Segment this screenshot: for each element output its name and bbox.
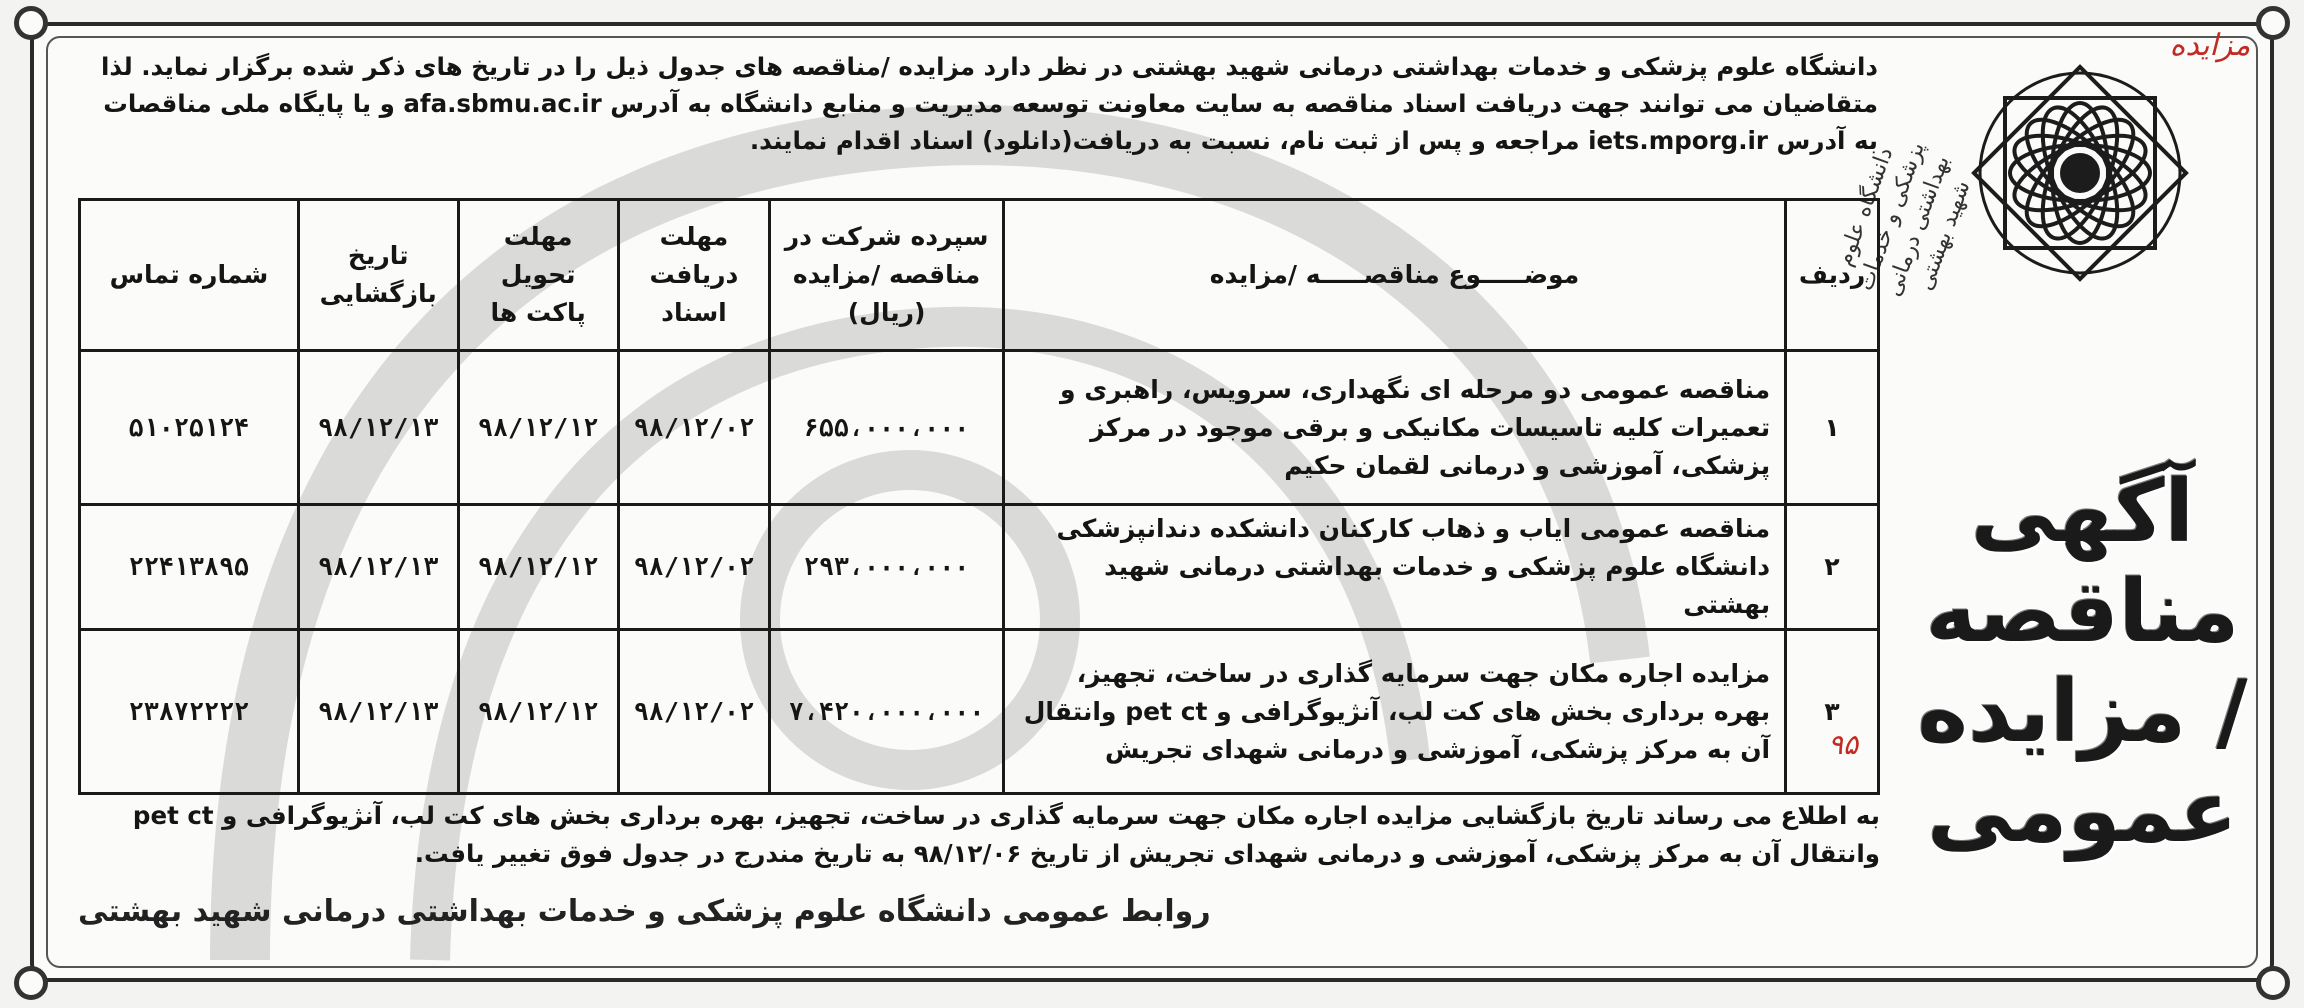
cell-deposit: ۶۵۵،۰۰۰،۰۰۰ — [770, 351, 1004, 505]
corner-ornament-top-left — [14, 6, 48, 40]
cell-subject: مزایده اجاره مکان جهت سرمایه گذاری در ساخت، تجهیز، بهره برداری بخش های کت لب، آنژیوگرافی و pet ct وانتقال آن به مرکز پزشکی، آموزشی و درمانی شهدای تجریش — [1003, 630, 1785, 794]
cell-delivery-deadline: ۹۸/۱۲/۱۲ — [458, 505, 618, 630]
cell-delivery-deadline: ۹۸/۱۲/۱۲ — [458, 351, 618, 505]
header-row-no: ردیف — [1786, 200, 1879, 351]
side-title-line-1: آگهی — [1970, 462, 2195, 562]
cell-row-no: ۱ — [1786, 351, 1879, 505]
header-deposit: سپرده شرکت در مناقصه /مزایده (ریال) — [770, 200, 1004, 351]
cell-row-no: ۲ — [1786, 505, 1879, 630]
header-delivery-deadline: مهلت تحویل پاکت ها — [458, 200, 618, 351]
footnote-paragraph: به اطلاع می رساند تاریخ بازگشایی مزایده اجاره مکان جهت سرمایه گذاری در ساخت، تجهیز، بهره برداری بخش های کت لب، آنژیوگرافی و pet ct وانتقال آن به مرکز پزشکی، آموزشی و درمانی شهدای تجریش از تاریخ ۹۸/۱۲/۰۶ به تاریخ مندرج در جدول فوق تغییر یافت. — [132, 801, 1880, 868]
corner-ornament-bottom-left — [14, 966, 48, 1000]
intro-paragraph: دانشگاه علوم پزشکی و خدمات بهداشتی درمانی شهید بهشتی در نظر دارد مزایده /مناقصه های جدول ذیل را در تاریخ های ذکر شده برگزار نماید. لذا متقاضیان می توانند جهت دریافت اسناد مناقصه به سایت معاونت توسعه مدیریت و منابع دانشگاه به آدرس afa.sbmu.ac.ir و یا پایگاه ملی مناقصات به آدرس iets.mporg.ir مراجعه و پس از ثبت نام، نسبت به دریافت(دانلود) اسناد اقدام نمایند. — [100, 52, 1878, 155]
cell-deposit: ۲۹۳،۰۰۰،۰۰۰ — [770, 505, 1004, 630]
cell-opening-date: ۹۸/۱۲/۱۳ — [298, 630, 458, 794]
tenders-table — [78, 198, 1880, 795]
cell-row-no: ۳ — [1786, 630, 1879, 794]
side-title-line-4: عمومی — [1927, 762, 2238, 862]
header-subject: موضـــــوع مناقصـــــه /مزایده — [1003, 200, 1785, 351]
table-row — [80, 630, 1879, 794]
handwritten-label: مزایده — [2169, 28, 2251, 63]
header-opening-date: تاریخ بازگشایی — [298, 200, 458, 351]
side-title — [1915, 462, 2250, 862]
corner-ornament-bottom-right — [2256, 966, 2290, 1000]
cell-phone: ۲۲۴۱۳۸۹۵ — [80, 505, 299, 630]
cell-opening-date: ۹۸/۱۲/۱۳ — [298, 505, 458, 630]
side-title-line-3: / مزایده — [1917, 662, 2248, 762]
cell-subject: مناقصه عمومی ایاب و ذهاب کارکنان دانشکده دندانپزشکی دانشگاه علوم پزشکی و خدمات بهداشتی درمانی شهید بهشتی — [1003, 505, 1785, 630]
cell-phone: ۲۳۸۷۲۲۲۲ — [80, 630, 299, 794]
table-header-row — [80, 200, 1879, 351]
cell-doc-deadline: ۹۸/۱۲/۰۲ — [618, 505, 770, 630]
handwritten-mark: ۹۵ — [1828, 728, 1859, 761]
cell-phone: ۵۱۰۲۵۱۲۴ — [80, 351, 299, 505]
side-title-line-2: مناقصه — [1925, 562, 2240, 662]
cell-delivery-deadline: ۹۸/۱۲/۱۲ — [458, 630, 618, 794]
table-row — [80, 351, 1879, 505]
header-doc-deadline: مهلت دریافت اسناد — [618, 200, 770, 351]
cell-opening-date: ۹۸/۱۲/۱۳ — [298, 351, 458, 505]
cell-doc-deadline: ۹۸/۱۲/۰۲ — [618, 351, 770, 505]
signature-line — [78, 890, 1880, 934]
table-row — [80, 505, 1879, 630]
cell-subject: مناقصه عمومی دو مرحله ای نگهداری، سرویس، راهبری و تعمیرات کلیه تاسیسات مکانیکی و برقی موجود در مرکز پزشکی، آموزشی و درمانی لقمان حکیم — [1003, 351, 1785, 505]
signature-text: روابط عمومی دانشگاه علوم پزشکی و خدمات بهداشتی درمانی شهید بهشتی — [78, 894, 1211, 929]
cell-deposit: ۷،۴۲۰،۰۰۰،۰۰۰ — [770, 630, 1004, 794]
header-phone: شماره تماس — [80, 200, 299, 351]
cell-doc-deadline: ۹۸/۱۲/۰۲ — [618, 630, 770, 794]
university-name-vertical: دانشگاه علوم پزشکی و خدمات بهداشتی درمانی شهید بهشتی — [1832, 138, 1976, 300]
